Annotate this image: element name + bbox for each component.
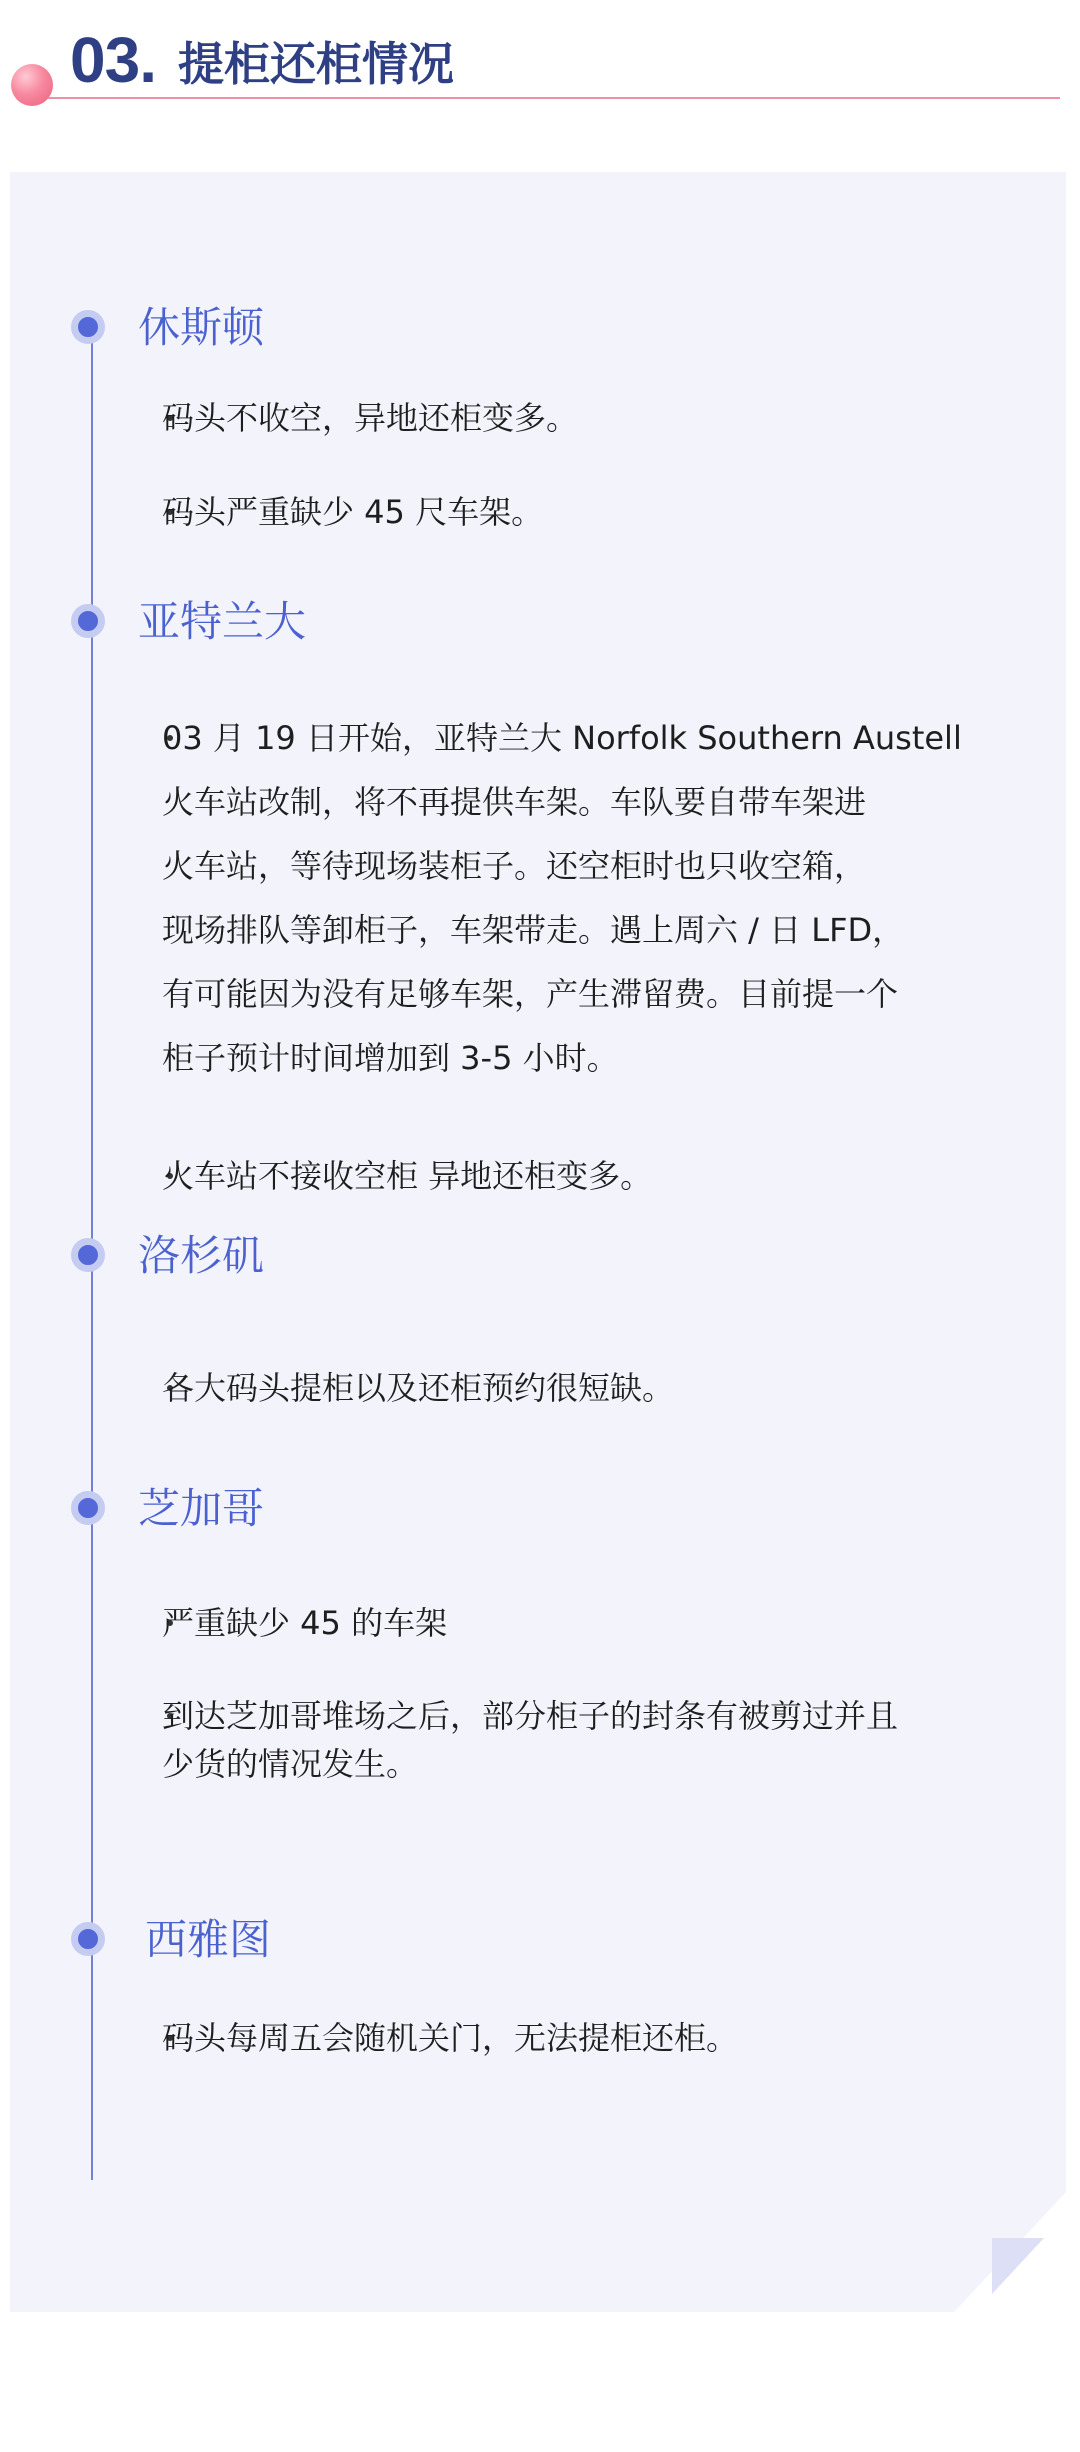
bullet-text: 少货的情况发生。 <box>162 1745 419 1783</box>
city-heading-atlanta: 亚特兰大 <box>138 597 307 646</box>
bullet-text: 码头严重缺少 45 尺车架。 <box>162 493 544 531</box>
section-number: 03. <box>70 24 156 96</box>
pink-ball-icon <box>11 64 53 106</box>
city-heading-seattle: 西雅图 <box>145 1915 272 1964</box>
timeline-node-icon <box>71 1491 105 1525</box>
page-fold-corner <box>992 2238 1044 2294</box>
bullet-text: 火车站，等待现场装柜子。还空柜时也只收空箱， <box>162 847 867 885</box>
city-heading-los-angeles: 洛杉矶 <box>138 1231 265 1280</box>
city-heading-chicago: 芝加哥 <box>138 1484 265 1533</box>
bullet-text: 到达芝加哥堆场之后，部分柜子的封条有被剪过并且 <box>162 1697 899 1735</box>
bullet-text: 现场排队等卸柜子，车架带走。遇上周六 / 日 LFD， <box>162 911 905 949</box>
header-divider <box>48 97 1060 99</box>
bullet-text: 各大码头提柜以及还柜预约很短缺。 <box>162 1369 675 1407</box>
timeline-node-icon <box>71 1922 105 1956</box>
section-header <box>0 0 1080 120</box>
timeline-node-icon <box>71 604 105 638</box>
bullet-text: 03 月 19 日开始，亚特兰大 Norfolk Southern Austell <box>162 719 962 757</box>
city-heading-houston: 休斯顿 <box>138 303 265 352</box>
bullet-text: 火车站不接收空柜 异地还柜变多。 <box>162 1157 653 1195</box>
bullet-text: 柜子预计时间增加到 3-5 小时。 <box>162 1039 619 1077</box>
bullet-text: 码头每周五会随机关门，无法提柜还柜。 <box>162 2019 739 2057</box>
bullet-text: 有可能因为没有足够车架，产生滞留费。目前提一个 <box>162 975 899 1013</box>
bullet-text: 码头不收空，异地还柜变多。 <box>162 399 579 437</box>
timeline-node-icon <box>71 1238 105 1272</box>
section-title: 提柜还柜情况 <box>178 37 454 91</box>
timeline-node-icon <box>71 310 105 344</box>
bullet-text: 火车站改制，将不再提供车架。车队要自带车架进 <box>162 783 867 821</box>
bullet-text: 严重缺少 45 的车架 <box>162 1604 448 1642</box>
